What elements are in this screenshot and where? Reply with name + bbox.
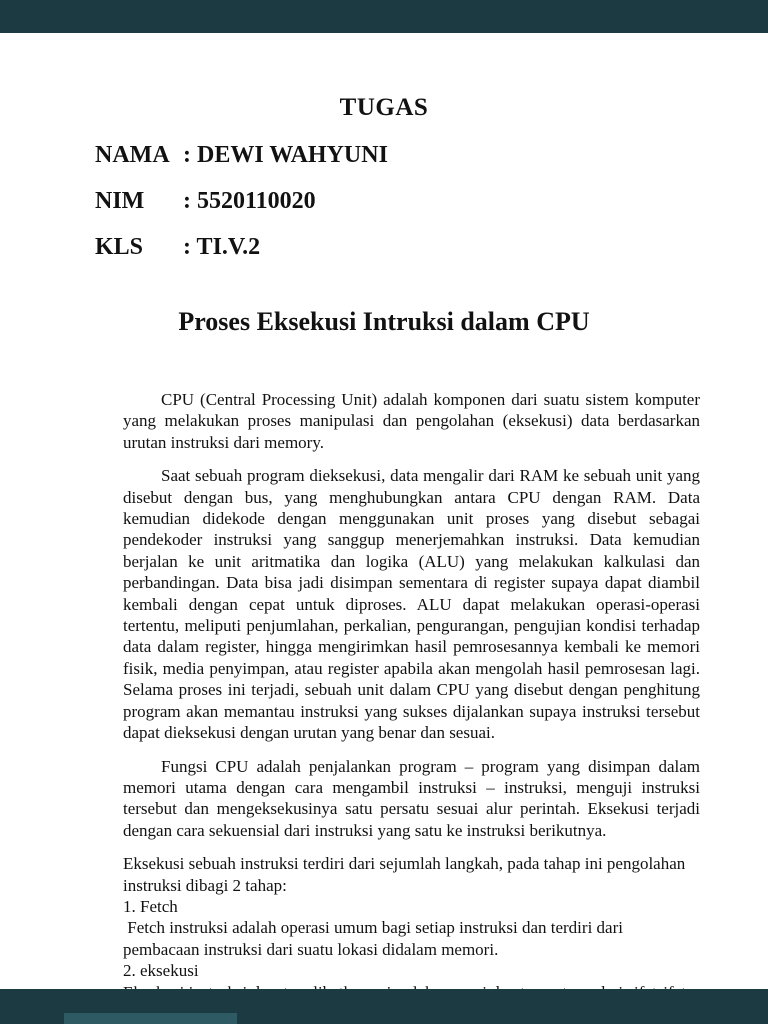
- steps-intro: Eksekusi sebuah instruksi terdiri dari sejumlah langkah, pada tahap ini pengolahan instruksi dibagi 2 tahap:: [123, 854, 690, 895]
- identity-block: [95, 143, 700, 260]
- doc-title: TUGAS: [339, 94, 429, 121]
- step-1-fetch-label: 1. Fetch: [123, 896, 178, 916]
- step-2-eksekusi-label: 2. eksekusi: [123, 961, 199, 981]
- paragraph-cpu-function: Fungsi CPU adalah penjalankan program – program yang disimpan dalam memori utama dengan cara mengambil instruksi – instruksi, menguji instruksi tersebut dan mengeksekusinya satu persatu sesuai alur perintah. Eksekusi terjadi dengan cara sekuensial dari instruksi yang satu ke instruksi berikutnya.: [123, 756, 700, 840]
- identity-label: KLS: [95, 234, 144, 260]
- identity-value: : DEWI WAHYUNI: [183, 142, 388, 168]
- identity-label: NAMA: [95, 142, 170, 168]
- identity-value: : 5520110020: [183, 188, 316, 214]
- identity-row-kls: [95, 235, 700, 260]
- doc-heading: Proses Eksekusi Intruksi dalam CPU: [178, 307, 590, 336]
- identity-value: : TI.V.2: [183, 234, 261, 260]
- identity-label: NIM: [95, 188, 145, 214]
- paragraph-cpu-definition: CPU (Central Processing Unit) adalah komponen dari suatu sistem komputer yang melakukan proses manipulasi dan pengolahan (eksekusi) data berdasarkan urutan instruksi dari memory.: [123, 390, 700, 452]
- viewer-top-bar: [0, 0, 768, 33]
- step-1-fetch-description: Fetch instruksi adalah operasi umum bagi setiap instruksi dan terdiri dari pembacaan instruksi dari suatu lokasi didalam memori.: [123, 918, 628, 959]
- viewer-bottom-bar: [0, 989, 768, 1024]
- doc-body: [123, 389, 700, 1024]
- identity-row-nama: [95, 143, 700, 168]
- document-page: [0, 33, 768, 989]
- paragraph-execution-flow: Saat sebuah program dieksekusi, data mengalir dari RAM ke sebuah unit yang disebut dengan bus, yang menghubungkan antara CPU dengan RAM. Data kemudian didekode dengan menggunakan unit proses yang disebut sebagai pendekoder instruksi yang sanggup menerjemahkan instruksi. Data kemudian berjalan ke unit aritmatika dan logika (ALU) yang melakukan kalkulasi dan perbandingan. Data bisa jadi disimpan sementara di register supaya dapat diambil kembali dengan cepat untuk diproses. ALU dapat melakukan operasi-operasi tertentu, meliputi penjumlahan, perkalian, pengurangan, pengujian kondisi terhadap data dalam register, hingga mengirimkan hasil pemrosesannya kembali ke memori fisik, media penyimpan, atau register apabila akan mengolah hasil pemrosesan lagi. Selama proses ini terjadi, sebuah unit dalam CPU yang disebut dengan penghitung program akan memantau instruksi yang sukses dijalankan supaya instruksi tersebut dapat dieksekusi dengan urutan yang benar dan sesuai.: [123, 466, 700, 743]
- identity-row-nim: [95, 189, 700, 214]
- progress-strip: [64, 1013, 237, 1024]
